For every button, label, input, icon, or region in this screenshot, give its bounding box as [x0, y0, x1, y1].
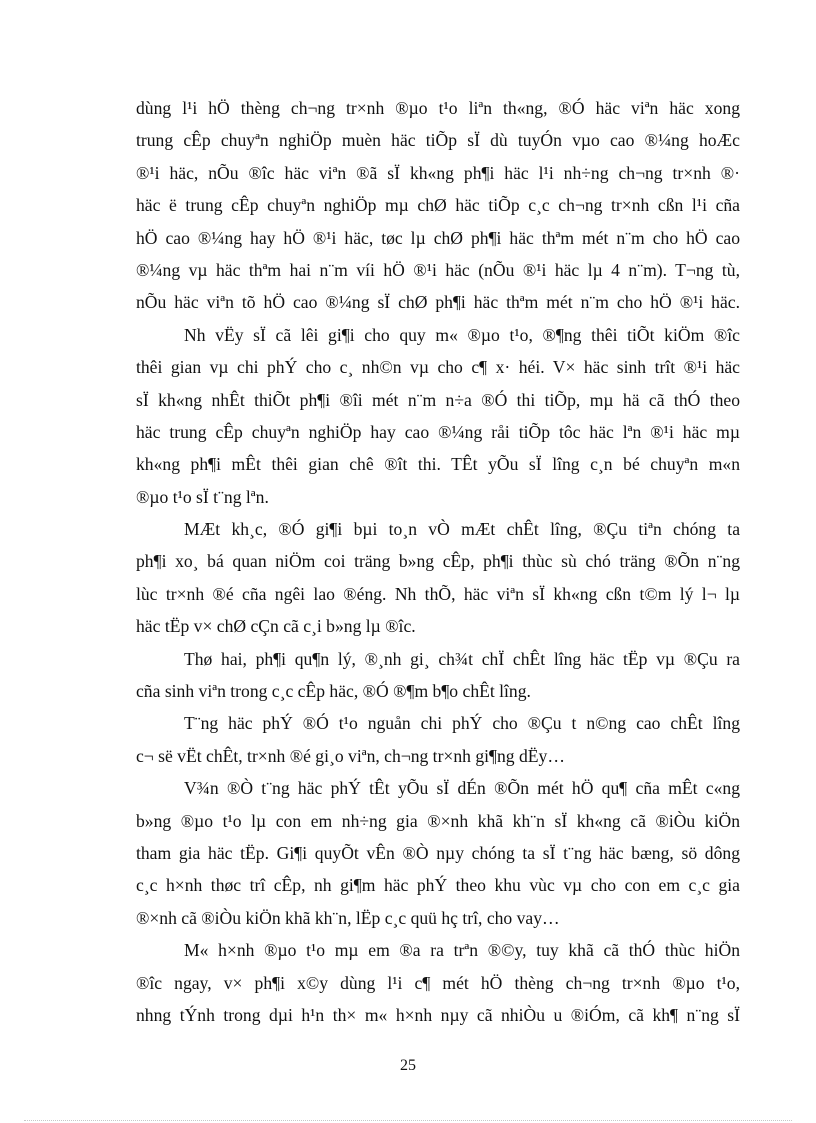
- text-line: ®îc ngay, v× ph¶i x©y dùng l¹i c¶ mét hÖ thèng ch¬ng tr×nh ®µo t¹o,: [136, 972, 740, 993]
- text-line: ®¹i häc, nÕu ®îc häc viªn ®ã sÏ kh«ng ph¶i häc l¹i nh÷ng ch¬ng tr×nh ®·: [136, 162, 740, 183]
- text-line: c¸c h×nh thøc trî cÊp, nh gi¶m häc phÝ theo khu vùc vµ cho con em c¸c gia: [136, 875, 740, 896]
- text-line: trung cÊp chuyªn nghiÖp muèn häc tiÕp sÏ dù tuyÓn vµo cao ®¼ng hoÆc: [136, 130, 740, 151]
- text-line: M« h×nh ®µo t¹o mµ em ®a ra trªn ®©y, tuy khã cã thÓ thùc hiÖn: [184, 940, 740, 961]
- text-line: lùc tr×nh ®é cña ngêi lao ®éng. Nh thÕ, häc viªn sÏ kh«ng cßn t©m lý l¬ lµ: [136, 583, 740, 604]
- text-line: nhng tÝnh trong dµi h¹n th× m« h×nh nµy cã nhiÒu u ®iÓm, cã kh¶ n¨ng sÏ: [136, 1004, 740, 1025]
- text-line: dùng l¹i hÖ thèng ch¬ng tr×nh ®µo t¹o liªn th«ng, ®Ó häc viªn häc xong: [136, 98, 740, 118]
- text-line: Thø hai, ph¶i qu¶n lý, ®¸nh gi¸ ch¾t chÏ chÊt lîng häc tËp vµ ®Çu ra: [184, 648, 740, 669]
- text-line: häc trung cÊp chuyªn nghiÖp hay cao ®¼ng råi tiÕp tôc häc lªn ®¹i häc mµ: [136, 421, 740, 442]
- page-bottom-divider: [24, 1120, 792, 1121]
- text-line: b»ng ®µo t¹o lµ con em nh÷ng gia ®×nh khã kh¨n sÏ kh«ng cã ®iÒu kiÖn: [136, 810, 740, 831]
- text-line: ®¼ng vµ häc thªm hai n¨m víi hÖ ®¹i häc (nÕu ®¹i häc lµ 4 n¨m). T¬ng tù,: [136, 259, 740, 280]
- text-line: häc ë trung cÊp chuyªn nghiÖp mµ chØ häc tiÕp c¸c ch¬ng tr×nh cßn l¹i cña: [136, 195, 740, 216]
- text-line: sÏ kh«ng nhÊt thiÕt ph¶i ®îi mét n¨m n÷a ®Ó thi tiÕp, mµ hä cã thÓ theo: [136, 389, 740, 410]
- text-line: häc tËp v× chØ cÇn cã c¸i b»ng lµ ®îc.: [136, 616, 416, 637]
- text-line: T¨ng häc phÝ ®Ó t¹o nguån chi phÝ cho ®Çu t n©ng cao chÊt lîng: [184, 713, 740, 734]
- text-line: tham gia häc tËp. Gi¶i quyÕt vÊn ®Ò nµy chóng ta sÏ t¨ng häc bæng, sö dông: [136, 842, 740, 863]
- text-line: cña sinh viªn trong c¸c cÊp häc, ®Ó ®¶m b¶o chÊt lîng.: [136, 681, 531, 702]
- text-line: Nh vËy sÏ cã lêi gi¶i cho quy m« ®µo t¹o, ®¶ng thêi tiÕt kiÖm ®îc: [184, 324, 740, 345]
- body-text: [136, 92, 740, 1031]
- text-line: ®µo t¹o sÏ t¨ng lªn.: [136, 486, 269, 507]
- text-line: hÖ cao ®¼ng hay hÖ ®¹i häc, tøc lµ chØ ph¶i häc thªm mét n¨m cho hÖ cao: [136, 227, 740, 248]
- text-line: ®×nh cã ®iÒu kiÖn khã kh¨n, lËp c¸c quü hç trî, cho vay…: [136, 907, 560, 928]
- page-number: 25: [400, 1057, 416, 1074]
- text-line: kh«ng ph¶i mÊt thêi gian chê ®ît thi. TÊt yÕu sÏ lîng c¸n bé chuyªn m«n: [136, 454, 740, 475]
- text-line: thêi gian vµ chi phÝ cho c¸ nh©n vµ cho c¶ x· héi. V× häc sinh trît ®¹i häc: [136, 357, 740, 378]
- text-line: nÕu häc viªn tõ hÖ cao ®¼ng sÏ chØ ph¶i häc thªm mét n¨m cho hÖ ®¹i häc.: [136, 292, 740, 313]
- text-line: V¾n ®Ò t¨ng häc phÝ tÊt yÕu sÏ dÉn ®Õn mét hÖ qu¶ cña mÊt c«ng: [184, 778, 740, 799]
- text-line: ph¶i xo¸ bá quan niÖm coi träng b»ng cÊp, ph¶i thùc sù chó träng ®Õn n¨ng: [136, 551, 740, 572]
- text-line: c¬ së vËt chÊt, tr×nh ®é gi¸o viªn, ch¬ng tr×nh gi¶ng dËy…: [136, 745, 565, 766]
- text-line: MÆt kh¸c, ®Ó gi¶i bµi to¸n vÒ mÆt chÊt lîng, ®Çu tiªn chóng ta: [184, 519, 740, 540]
